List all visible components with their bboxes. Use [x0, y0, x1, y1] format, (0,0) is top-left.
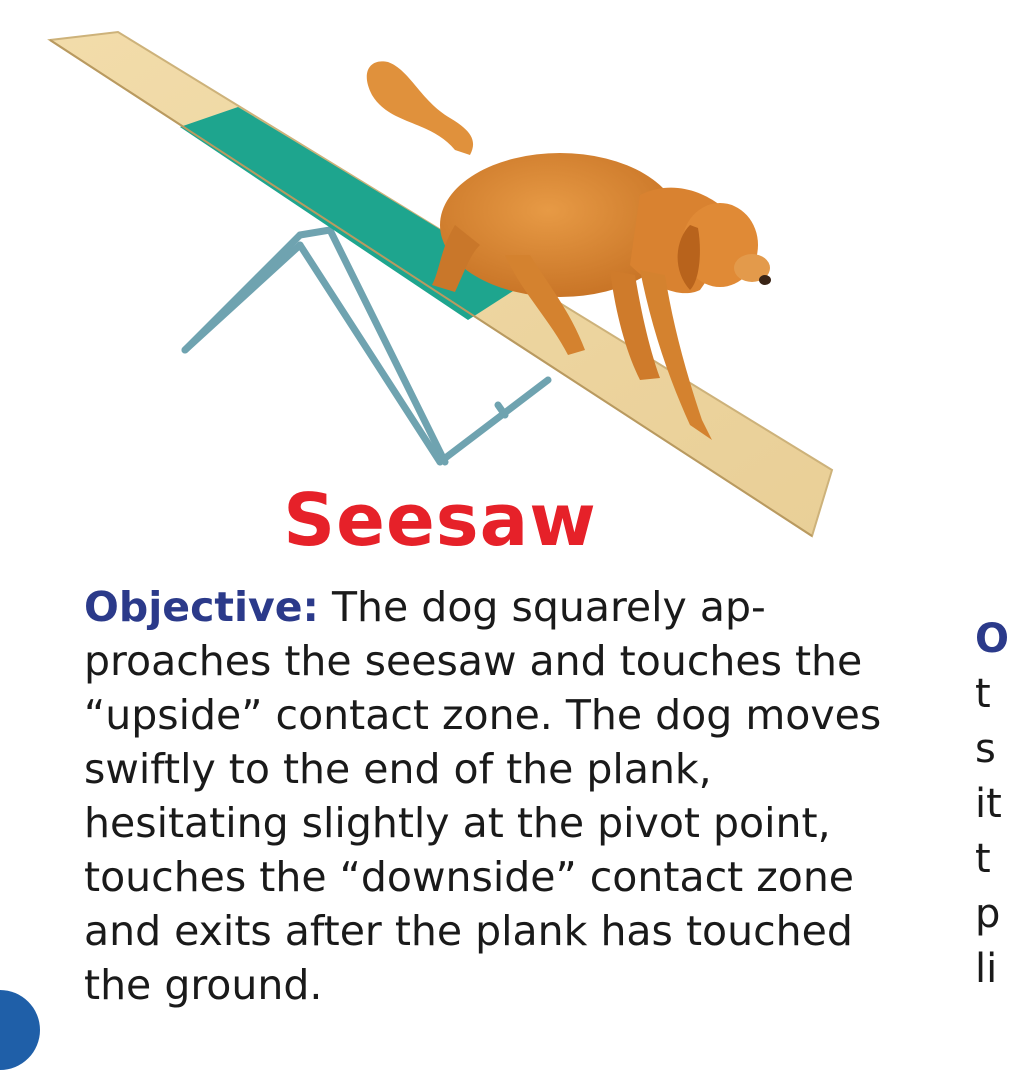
adjacent-line-4: t [975, 836, 991, 882]
adjacent-heading-fragment: O [975, 616, 1010, 662]
page-title: Seesaw [283, 478, 597, 562]
objective-paragraph [84, 580, 904, 1012]
objective-line-8: the ground. [84, 961, 323, 1009]
adjacent-column-fragment [975, 612, 1035, 997]
objective-line-7: and exits after the plank has touched [84, 907, 853, 955]
objective-line-3: “upside” contact zone. The dog moves [84, 691, 882, 739]
objective-label: Objective: [84, 583, 319, 631]
corner-decoration [0, 990, 40, 1070]
objective-line-5: hesitating slightly at the pivot point, [84, 799, 831, 847]
adjacent-line-6: li [975, 946, 998, 992]
objective-line-6: touches the “downside” contact zone [84, 853, 855, 901]
adjacent-line-3: it [975, 781, 1002, 827]
objective-line-4: swiftly to the end of the plank, [84, 745, 712, 793]
objective-line-2: proaches the seesaw and touches the [84, 637, 863, 685]
adjacent-line-2: s [975, 726, 996, 772]
adjacent-line-1: t [975, 671, 991, 717]
adjacent-line-5: p [975, 891, 1001, 937]
objective-line-1: Objective: The dog squarely ap- [84, 583, 766, 631]
